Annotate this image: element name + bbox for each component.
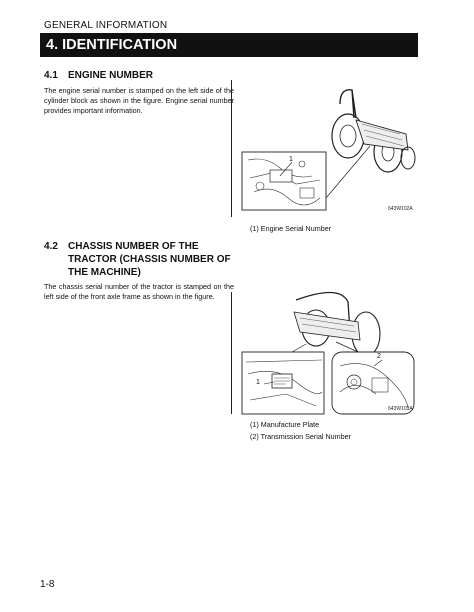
tractor-engine-illustration <box>236 80 417 217</box>
section-4-1-body: The engine serial number is stamped on the left side of the cylinder block as shown in the figure. Engine serial number provides important information. <box>44 86 234 116</box>
section-number: 4.1 <box>44 70 58 81</box>
caption-manufacture-plate: (1) Manufacture Plate <box>250 420 320 429</box>
section-4-2-heading <box>44 240 248 279</box>
section-4-2-body: The chassis serial number of the tractor is stamped on the left side of the front axle frame as shown in the figure. <box>44 282 234 302</box>
page-number: 1-8 <box>40 579 55 590</box>
column-divider <box>231 292 232 414</box>
section-number: 4.2 <box>44 241 58 252</box>
section-title: ENGINE NUMBER <box>68 70 154 81</box>
section-title: CHASSIS NUMBER OF THE TRACTOR (CHASSIS NUMBER OF THE MACHINE) <box>68 241 231 278</box>
caption-transmission-serial: (2) Transmission Serial Number <box>250 432 352 441</box>
engine-figure <box>236 80 417 217</box>
section-4-1-heading <box>44 69 248 82</box>
callout-1: 1 <box>289 156 293 163</box>
running-head: GENERAL INFORMATION <box>44 20 168 31</box>
figure-code: 643W102A <box>388 206 413 212</box>
figure-code: 643W103A <box>388 406 413 412</box>
column-divider <box>231 80 232 217</box>
callout-2: 2 <box>377 353 381 360</box>
callout-1: 1 <box>256 379 260 386</box>
chapter-title: 4. IDENTIFICATION <box>40 33 418 57</box>
caption-engine-serial: (1) Engine Serial Number <box>250 224 332 233</box>
tractor-chassis-illustration <box>236 282 417 416</box>
chassis-figure <box>236 282 417 416</box>
